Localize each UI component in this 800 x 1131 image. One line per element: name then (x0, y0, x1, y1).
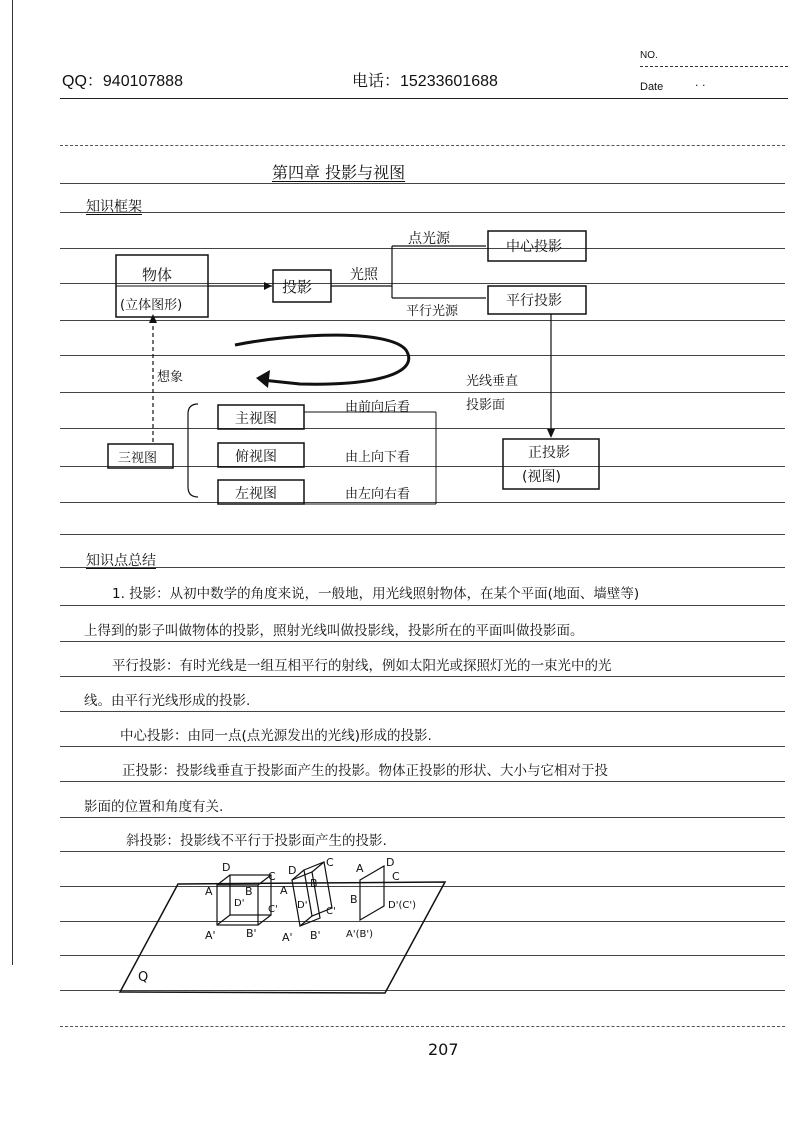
shape3-DCp: D'(C') (388, 900, 416, 911)
shape2-Dp: D' (297, 900, 308, 911)
imagine-label: 想象 (157, 370, 184, 385)
shape3-C: C (392, 870, 400, 883)
shape3-B: B (350, 893, 358, 906)
left-view-desc: 由左向右看 (345, 487, 411, 502)
paragraph-projection-1: 1. 投影：从初中数学的角度来说，一般地，用光线照射物体，在某个平面(地面、墙壁等) (112, 586, 640, 602)
shape2-C: C (326, 856, 334, 869)
central-projection-label: 中心投影 (506, 239, 562, 255)
top-view-label: 俯视图 (235, 449, 277, 465)
cube1-Ap: A' (205, 929, 216, 942)
shape3-ABp: A'(B') (346, 929, 374, 940)
cube1-Cp: C' (268, 904, 278, 915)
paragraph-orthographic-1: 正投影：投影线垂直于投影面产生的投影。物体正投影的形状、大小与它相对于投 (122, 763, 608, 779)
shape2-Ap: A' (282, 931, 293, 944)
date-label: Date (640, 81, 664, 93)
shape2-B: B (310, 877, 318, 890)
projection-plane-label: 投影面 (466, 398, 506, 413)
parallel-projection-label: 平行投影 (506, 293, 562, 309)
plane-q-label: Q (138, 970, 149, 985)
phone-contact: 电话：15233601688 (352, 73, 498, 90)
projection-label: 投影 (282, 278, 313, 296)
section-heading-summary: 知识点总结 (86, 553, 156, 569)
paragraph-central: 中心投影：由同一点(点光源发出的光线)形成的投影. (120, 728, 432, 744)
date-dots: · · (695, 79, 706, 92)
cube1-A: A (205, 885, 213, 898)
qq-contact: QQ：940107888 (62, 73, 183, 90)
solid-figure-label: (立体图形) (120, 298, 183, 313)
cube1-Dp: D' (234, 898, 245, 909)
light-label: 光照 (350, 267, 378, 283)
cube1-D: D (222, 861, 231, 874)
views-sub-label: (视图) (522, 469, 561, 485)
front-view-desc: 由前向后看 (345, 400, 411, 415)
object-label: 物体 (142, 266, 173, 284)
top-view-desc: 由上向下看 (345, 450, 411, 465)
three-views-label: 三视图 (118, 451, 158, 466)
orthographic-label: 正投影 (528, 445, 570, 461)
perpendicular-label: 光线垂直 (466, 374, 519, 389)
paragraph-projection-2: 上得到的影子叫做物体的投影，照射光线叫做投影线，投影所在的平面叫做投影面。 (84, 623, 584, 639)
paragraph-orthographic-2: 影面的位置和角度有关. (84, 799, 224, 815)
left-view-label: 左视图 (235, 486, 277, 502)
shape2-D: D (288, 864, 297, 877)
parallel-light-label: 平行光源 (406, 304, 459, 319)
paragraph-parallel-1: 平行投影：有时光线是一组互相平行的射线，例如太阳光或探照灯光的一束光中的光 (112, 658, 612, 674)
shape2-Cp: C' (326, 906, 336, 917)
no-label: NO. (640, 50, 658, 61)
shape3-A: A (356, 862, 364, 875)
page-number: 207 (428, 1040, 459, 1059)
paragraph-parallel-2: 线。由平行光线形成的投影. (84, 693, 251, 709)
cube1-C: C (268, 870, 276, 883)
paragraph-oblique: 斜投影：投影线不平行于投影面产生的投影. (126, 833, 387, 849)
shape2-Bp: B' (310, 929, 321, 942)
shape3-D: D (386, 856, 395, 869)
section-heading-framework: 知识框架 (86, 199, 142, 215)
shape2-A: A (280, 884, 288, 897)
cube1-B: B (245, 885, 253, 898)
front-view-label: 主视图 (235, 411, 277, 427)
chapter-title: 第四章 投影与视图 (272, 163, 406, 182)
cube1-Bp: B' (246, 927, 257, 940)
point-light-label: 点光源 (408, 231, 450, 247)
